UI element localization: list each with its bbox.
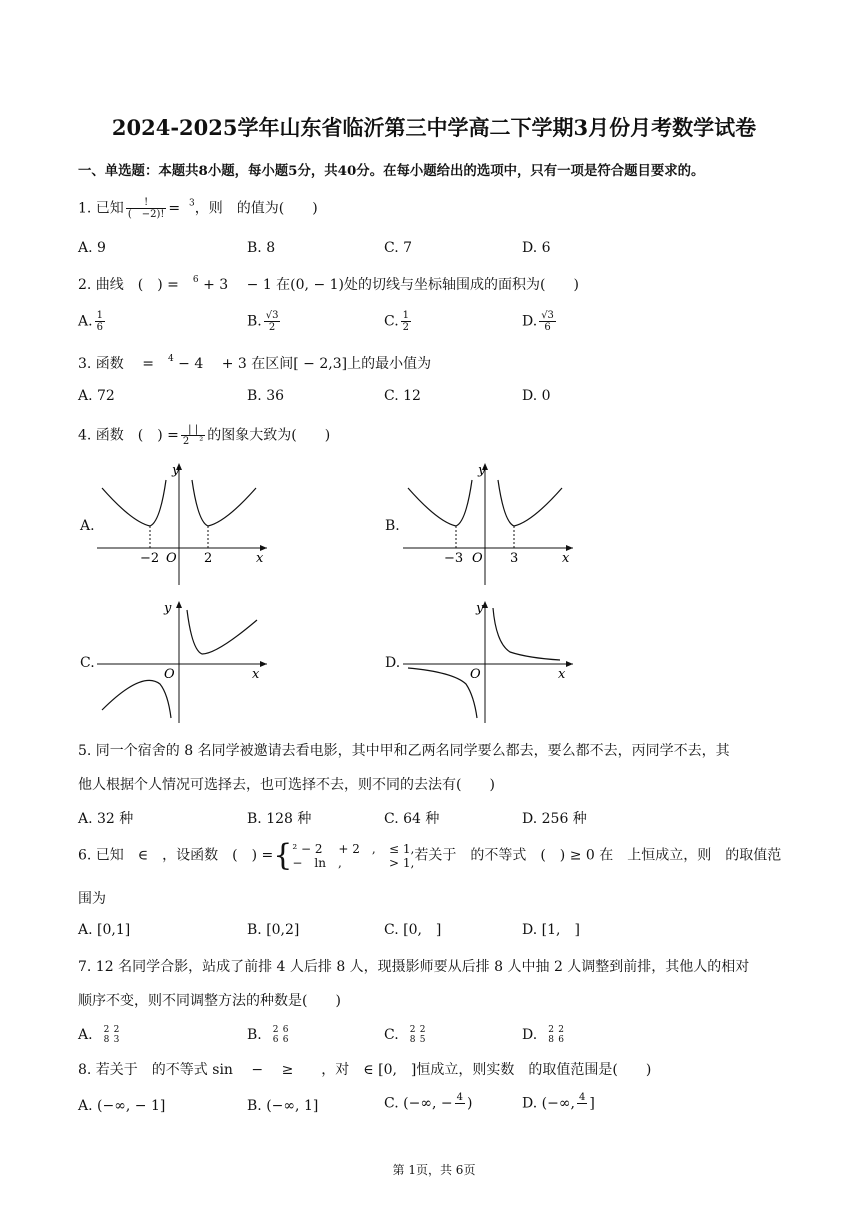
q3-text: 3. 函数 = — [78, 356, 168, 372]
graph-d-left-curve — [408, 668, 477, 718]
q7-a-label: A. — [78, 1027, 93, 1043]
q7-d-sub-1: 8 — [548, 1035, 554, 1045]
q7-b-sub-2: 6 — [282, 1035, 289, 1045]
q1-option-a: A. 9 — [78, 240, 106, 256]
q7-option-a — [78, 1025, 121, 1045]
q4-option-b: B. — [385, 518, 400, 534]
question-7-line-2: 顺序不变，则不同调整方法的种数是( ) — [78, 993, 341, 1009]
q6-suffix: 若关于 的不等式 ( ) ≥ 0 在 上恒成立，则 的取值范 — [414, 847, 782, 864]
q2-a-den: 6 — [96, 322, 103, 333]
q4-option-a: A. — [80, 518, 95, 534]
q8-c-post: ) — [467, 1095, 473, 1112]
q6-case-1: ² − 2 + 2 , — [292, 841, 376, 856]
q8-c-label: C. — [384, 1095, 399, 1112]
q8-d-num: 4 — [578, 1092, 586, 1103]
graph-d-right-curve — [493, 608, 560, 660]
q7-option-c — [384, 1025, 428, 1045]
q5-option-b: B. 128 种 — [247, 811, 312, 827]
q3-option-b: B. 36 — [247, 388, 285, 404]
q4-suffix: 的图象大致为( ) — [207, 427, 331, 444]
q7-b-sub-1: 6 — [272, 1035, 279, 1045]
graph-a-right-curve — [192, 480, 256, 526]
q8-d-den — [577, 1104, 587, 1115]
q7-b-sup-1: 2 — [272, 1025, 279, 1035]
q7-option-d — [522, 1025, 566, 1045]
q7-a-sup-1: 2 — [103, 1025, 110, 1035]
q7-c-label: C. — [384, 1027, 399, 1043]
q7-b-sup-2: 6 — [282, 1025, 289, 1035]
q4-fraction — [181, 424, 205, 447]
graph-c-origin: O — [164, 667, 175, 682]
q8-option-b: B. (−∞, 1] — [247, 1098, 319, 1114]
q7-c-sub-2: 5 — [419, 1035, 426, 1045]
graph-d-origin: O — [470, 667, 481, 682]
q5-option-c: C. 64 种 — [384, 811, 440, 827]
graph-a-left-curve — [102, 480, 166, 526]
q1-frac-den: ( −2)! — [127, 209, 165, 220]
q8-option-c — [384, 1092, 472, 1115]
q6-cond-2: > 1, — [389, 855, 415, 870]
question-4 — [78, 424, 330, 447]
graph-a-x-label: x — [256, 551, 264, 566]
graph-a — [92, 460, 272, 590]
graph-b — [398, 460, 578, 590]
q6-prefix: 6. 已知 ∈ ，设函数 ( ) = — [78, 847, 274, 864]
q6-cases — [292, 842, 375, 870]
section-heading: 一、单选题：本题共8小题，每小题5分，共40分。在每小题给出的选项中，只有一项是符合题目要求的。 — [78, 163, 705, 179]
page-footer: 第 1页，共 6页 — [392, 1163, 476, 1177]
q1-prefix: 1. 已知 — [78, 200, 124, 217]
q7-c-sup-2: 2 — [419, 1025, 426, 1035]
q6-option-b: B. [0,2] — [247, 922, 300, 938]
q2-exponent: 6 — [192, 275, 199, 285]
q6-cond-1: ≤ 1, — [389, 841, 415, 856]
q7-c-sub-1: 8 — [409, 1035, 416, 1045]
q7-a-sub-2: 3 — [113, 1035, 120, 1045]
q7-d-sup-2: 2 — [558, 1025, 564, 1035]
q1-option-d: D. 6 — [522, 240, 551, 256]
q2-option-a-label: A. — [78, 313, 93, 330]
q8-d-post: ] — [589, 1095, 595, 1112]
question-6 — [78, 838, 781, 873]
question-7-line-1: 7. 12 名同学合影，站成了前排 4 人后排 8 人，现摄影师要从后排 8 人中抽 2 人调整到前排，其他人的相对 — [78, 959, 750, 975]
q6-conditions — [389, 842, 414, 870]
q4-frac-num: | | — [181, 424, 205, 436]
graph-d-x-label: x — [558, 667, 566, 682]
question-2 — [78, 274, 579, 294]
q8-option-a: A. (−∞, − 1] — [78, 1098, 166, 1114]
q5-option-a: A. 32 种 — [78, 811, 134, 827]
q3-option-d: D. 0 — [522, 388, 551, 404]
q2-c-num: 1 — [402, 310, 410, 321]
q8-d-label: D. — [522, 1095, 538, 1112]
q3-option-a: A. 72 — [78, 388, 115, 404]
graph-b-tick-left: −3 — [444, 551, 464, 566]
q4-option-d: D. — [385, 655, 401, 671]
graph-b-left-curve — [408, 480, 472, 526]
q4-frac-den: 2 ² — [182, 436, 204, 447]
graph-c — [92, 598, 272, 726]
question-5-line-2: 他人根据个人情况可选择去，也可选择不去，则不同的去法有( ) — [78, 777, 495, 793]
q1-fraction — [126, 197, 167, 220]
question-5-line-1: 5. 同一个宿舍的 8 名同学被邀请去看电影，其中甲和乙两名同学要么都去，要么都不去，丙同学不去，其 — [78, 743, 730, 759]
q7-d-sup-1: 2 — [548, 1025, 554, 1035]
graph-d-y-label: y — [476, 601, 484, 616]
q1-option-c: C. 7 — [384, 240, 413, 256]
q6-option-d: D. [1, ] — [522, 922, 580, 938]
q2-d-num: √3 — [541, 310, 554, 321]
q2-rest: + 3 − 1 在(0, − 1)处的切线与坐标轴围成的面积为( ) — [198, 277, 579, 293]
q7-option-b — [247, 1025, 291, 1045]
q1-equals: = — [168, 200, 181, 217]
q8-c-num: 4 — [456, 1092, 463, 1103]
q2-option-a — [78, 310, 107, 333]
q8-c-den — [455, 1104, 465, 1115]
q2-option-b — [247, 310, 282, 333]
q8-d-pre: (−∞, — [541, 1095, 575, 1112]
q2-c-den: 2 — [402, 322, 410, 333]
graph-b-tick-right: 3 — [510, 551, 519, 566]
q2-option-d — [522, 310, 558, 333]
graph-a-y-label: y — [172, 463, 180, 478]
q2-a-num: 1 — [96, 310, 103, 321]
question-1 — [78, 197, 318, 220]
q3-rest: − 4 + 3 在区间[ − 2,3]上的最小值为 — [173, 356, 432, 372]
q1-suffix: ，则 的值为( ) — [194, 200, 318, 217]
q7-b-label: B. — [247, 1027, 262, 1043]
graph-c-left-curve — [102, 680, 171, 718]
question-6-line-2: 围为 — [78, 891, 106, 907]
q2-b-num: √3 — [265, 310, 279, 321]
graph-b-right-curve — [498, 480, 562, 526]
q2-b-den: 2 — [268, 322, 276, 333]
q2-text: 2. 曲线 ( ) = — [78, 277, 193, 293]
graph-c-x-label: x — [252, 667, 260, 682]
graph-c-x-arrow — [260, 661, 267, 667]
q2-option-d-label: D. — [522, 313, 538, 330]
graph-c-y-arrow — [176, 601, 182, 608]
graph-a-origin: O — [166, 551, 177, 566]
q2-d-den: 6 — [544, 322, 551, 333]
q4-option-c: C. — [80, 655, 95, 671]
graph-d — [398, 598, 578, 726]
q6-case-2: − ln , — [292, 855, 342, 870]
q8-option-d — [522, 1092, 595, 1115]
q8-c-pre: (−∞, − — [403, 1095, 453, 1112]
graph-a-tick-left: −2 — [140, 551, 160, 566]
q7-c-sup-1: 2 — [409, 1025, 416, 1035]
q6-option-c: C. [0, ] — [384, 922, 442, 938]
graph-a-tick-right: 2 — [204, 551, 213, 566]
q6-brace: { — [273, 838, 293, 873]
q7-a-sup-2: 2 — [113, 1025, 120, 1035]
graph-c-right-curve — [187, 610, 257, 654]
graph-b-origin: O — [472, 551, 483, 566]
graph-d-x-arrow — [566, 661, 573, 667]
q2-option-b-label: B. — [247, 313, 262, 330]
page-title: 2024-2025学年山东省临沂第三中学高二下学期3月份月考数学试卷 — [111, 115, 757, 140]
q3-exponent: 4 — [168, 354, 174, 364]
q6-option-a: A. [0,1] — [78, 922, 131, 938]
graph-b-y-label: y — [478, 463, 486, 478]
question-8: 8. 若关于 的不等式 sin − ≥ ，对 ∈ [0, ]恒成立，则实数 的取值范围是( ) — [78, 1062, 652, 1078]
graph-c-y-label: y — [164, 601, 172, 616]
q1-exponent: 3 — [189, 198, 195, 209]
q1-frac-num: ! — [126, 197, 167, 209]
q7-d-label: D. — [522, 1027, 538, 1043]
q2-option-c-label: C. — [384, 313, 399, 330]
q4-prefix: 4. 函数 ( ) = — [78, 427, 179, 444]
question-3 — [78, 353, 431, 373]
q7-d-sub-2: 6 — [558, 1035, 564, 1045]
graph-b-x-label: x — [562, 551, 570, 566]
q3-option-c: C. 12 — [384, 388, 421, 404]
q5-option-d: D. 256 种 — [522, 811, 587, 827]
q1-option-b: B. 8 — [247, 240, 276, 256]
q7-a-sub-1: 8 — [103, 1035, 110, 1045]
q2-option-c — [384, 310, 413, 333]
